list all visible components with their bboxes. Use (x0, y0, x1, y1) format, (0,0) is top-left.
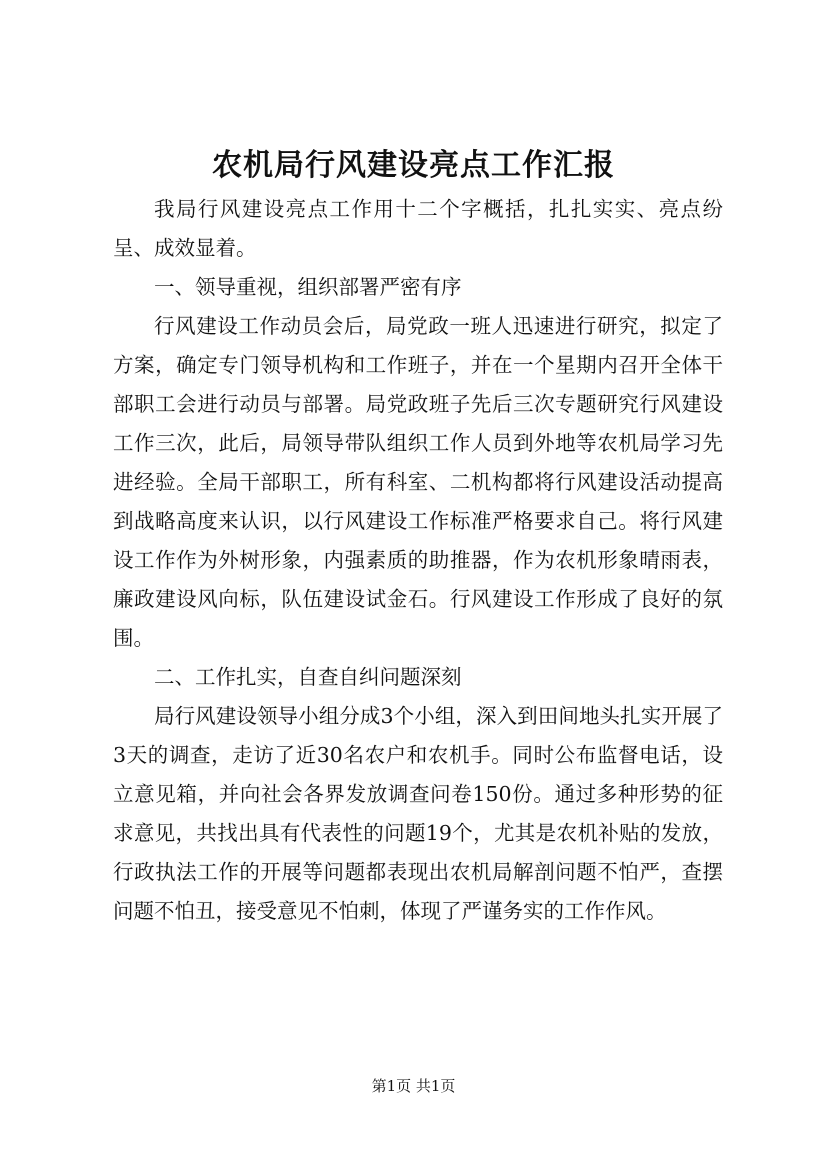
section-heading-1: 一、领导重视，组织部署严密有序 (154, 275, 462, 299)
page-footer: 第1页 共1页 (371, 1077, 456, 1095)
section-heading-2: 二、工作扎实，自查自纠问题深刻 (154, 665, 462, 689)
document-body (113, 190, 723, 931)
intro-paragraph: 我局行风建设亮点工作用十二个字概括，扎扎实实、亮点纷呈、成效显着。 (113, 197, 723, 260)
section-2-paragraph: 局行风建设领导小组分成3个小组，深入到田间地头扎实开展了3天的调查，走访了近30名农户和农机手。同时公布监督电话，设立意见箱，并向社会各界发放调查问卷150份。通过多种形势的征求意见，共找出具有代表性的问题19个，尤其是农机补贴的发放，行政执法工作的开展等问题都表现出农机局解剖问题不怕严，查摆问题不怕丑，接受意见不怕刺，体现了严谨务实的工作作风。 (113, 704, 723, 923)
page-title: 农机局行风建设亮点工作汇报 (212, 148, 615, 183)
section-1-paragraph: 行风建设工作动员会后，局党政一班人迅速进行研究，拟定了方案，确定专门领导机构和工作班子，并在一个星期内召开全体干部职工会进行动员与部署。局党政班子先后三次专题研究行风建设工作三次，此后，局领导带队组织工作人员到外地等农机局学习先进经验。全局干部职工，所有科室、二机构都将行风建设活动提高到战略高度来认识，以行风建设工作标准严格要求自己。将行风建设工作作为外树形象，内强素质的助推器，作为农机形象晴雨表，廉政建设风向标，队伍建设试金石。行风建设工作形成了良好的氛围。 (113, 314, 723, 650)
